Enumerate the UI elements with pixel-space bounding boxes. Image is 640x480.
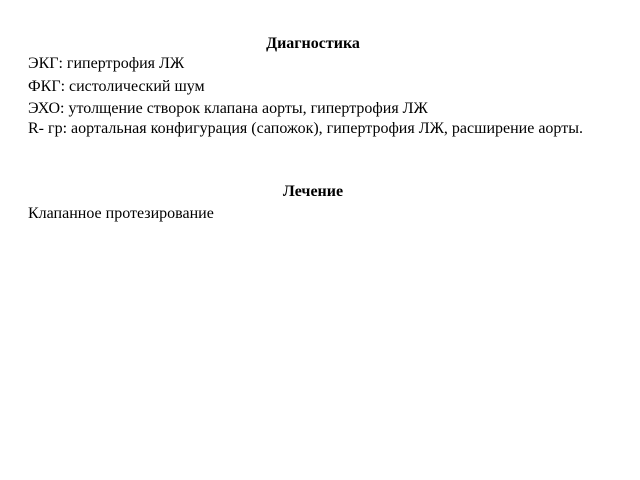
treatment-text: Клапанное протезирование (28, 205, 214, 222)
diagnostics-heading: Диагностика (266, 35, 360, 52)
ecg-line: ЭКГ: гипертрофия ЛЖ (28, 55, 185, 72)
echo-line: ЭХО: утолщение створок клапана аорты, гипертрофия ЛЖ (28, 100, 428, 117)
treatment-heading: Лечение (282, 183, 344, 200)
pcg-line: ФКГ: систолический шум (28, 78, 205, 95)
xray-line: R- гр: аортальная конфигурация (сапожок), гипертрофия ЛЖ, расширение аорты. (28, 120, 583, 137)
